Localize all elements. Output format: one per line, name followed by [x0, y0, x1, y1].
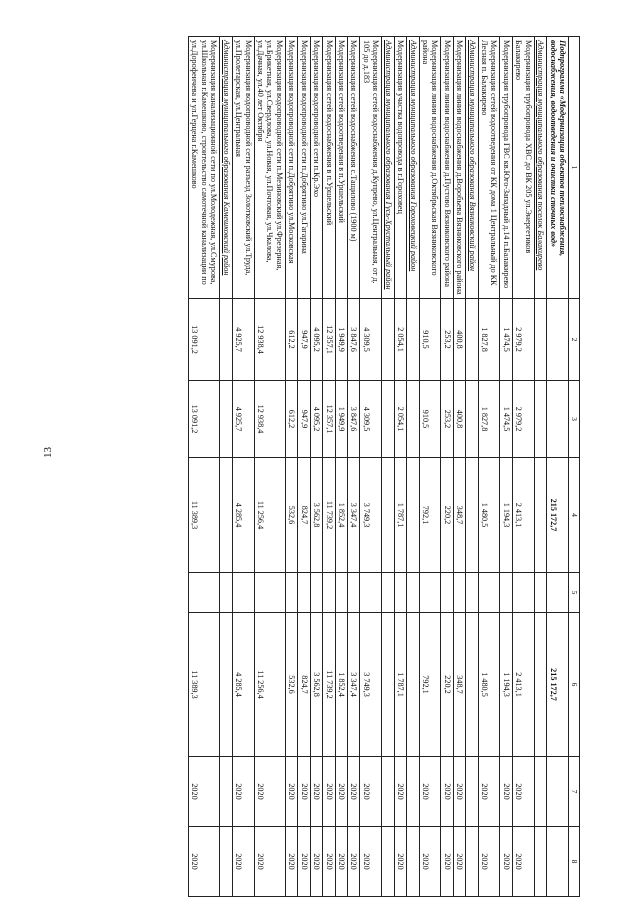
cell-c8: [547, 827, 569, 897]
row-name: Модернизация канализационной сети по ул.Молодежная, ул.Смурова, ул.Школьная г.Камешково, строительство самотечной канализации по ул.Дорофеичева и ул.Герцена г.Камешково: [189, 37, 220, 299]
column-number: 1: [569, 37, 580, 299]
cell-c8: 2020: [512, 827, 534, 897]
table-row: [347, 37, 359, 897]
cell-c3: [547, 381, 569, 458]
cell-c4: [407, 458, 419, 573]
cell-c3: 2 054,1: [394, 381, 406, 458]
cell-c7: [407, 757, 419, 827]
cell-c6: 348,7: [453, 613, 465, 757]
cell-c5: [220, 573, 232, 613]
cell-c7: 2020: [335, 757, 347, 827]
table-row: [453, 37, 465, 897]
cell-c2: 2 054,1: [394, 299, 406, 381]
page-number: 13: [42, 447, 54, 458]
cell-c4: 348,7: [453, 458, 465, 573]
cell-c8: 2020: [453, 827, 465, 897]
table-row: [441, 37, 453, 897]
cell-c2: 612,2: [285, 299, 297, 381]
cell-c5: [394, 573, 406, 613]
cell-c7: 2020: [254, 757, 285, 827]
cell-c4: 215 172,7: [547, 458, 569, 573]
table-row: [298, 37, 310, 897]
cell-c4: 824,7: [298, 458, 310, 573]
cell-c8: 2020: [360, 827, 382, 897]
table-row: [419, 37, 441, 897]
cell-c3: 1 474,5: [500, 381, 512, 458]
cell-c4: 1 852,4: [335, 458, 347, 573]
cell-c6: 215 172,7: [547, 613, 569, 757]
cell-c7: 2020: [189, 757, 220, 827]
cell-c2: 4 309,5: [360, 299, 382, 381]
cell-c2: 4 095,2: [310, 299, 322, 381]
cell-c7: 2020: [232, 757, 254, 827]
table-row: [232, 37, 254, 897]
cell-c4: 11 389,3: [189, 458, 220, 573]
cell-c3: 612,2: [285, 381, 297, 458]
cell-c4: [466, 458, 478, 573]
cell-c7: [220, 757, 232, 827]
row-name: Модернизация сетей водоснабжения д.Купрево, ул.Центральная, от д. 105 до д.183: [360, 37, 382, 299]
table-row: [512, 37, 534, 897]
row-name: Модернизация линии водоснабжения д.Пустово Вязниковского района: [441, 37, 453, 299]
section-row: [466, 37, 478, 897]
cell-c4: [220, 458, 232, 573]
cell-c2: 4 925,7: [232, 299, 254, 381]
rotated-table-wrapper: [68, 36, 580, 896]
cell-c8: 2020: [232, 827, 254, 897]
column-number: 7: [569, 757, 580, 827]
cell-c5: [335, 573, 347, 613]
cell-c2: 3 847,6: [347, 299, 359, 381]
table-row: [310, 37, 322, 897]
cell-c4: [534, 458, 546, 573]
cell-c8: 2020: [285, 827, 297, 897]
table-row: [285, 37, 297, 897]
cell-c3: 1 949,9: [335, 381, 347, 458]
row-name: Модернизация участка водопровода в г.Гороховец: [394, 37, 406, 299]
row-name: Модернизация водопроводной сети разъезд Золотковский ул.Труда, ул.Пролетарская, ул.Центральная: [232, 37, 254, 299]
row-name: Модернизация водопроводной сети п.Мезиновский ул.Фрезерная, ул.Брикетная, ул.Свердлова, ул.Новая, ул.Почтовая, ул.Чкалова, ул.Дачная, ул.40 лет Октября: [254, 37, 285, 299]
cell-c5: [347, 573, 359, 613]
column-number: 2: [569, 299, 580, 381]
cell-c2: 400,8: [453, 299, 465, 381]
cell-c6: 1 194,3: [500, 613, 512, 757]
section-row: [220, 37, 232, 897]
cell-c7: [382, 757, 394, 827]
cell-c6: [466, 613, 478, 757]
row-name: Модернизация трубопровода ГВС кв.Юго-Западный д.14 п.Балакирево: [500, 37, 512, 299]
section-row: [382, 37, 394, 897]
cell-c3: 12 357,1: [323, 381, 335, 458]
row-name: Модернизация сетей водоснабжения с.Тащилово (1900 м): [347, 37, 359, 299]
cell-c3: [382, 381, 394, 458]
cell-c2: 12 357,1: [323, 299, 335, 381]
cell-c8: 2020: [500, 827, 512, 897]
cell-c4: 220,2: [441, 458, 453, 573]
cell-c2: [407, 299, 419, 381]
cell-c6: 1 480,5: [478, 613, 500, 757]
row-name: Модернизация водопроводной сети п.Кр.Эхо: [310, 37, 322, 299]
cell-c2: 2 979,2: [512, 299, 534, 381]
cell-c7: 2020: [323, 757, 335, 827]
cell-c6: 3 749,3: [360, 613, 382, 757]
cell-c4: 11 739,2: [323, 458, 335, 573]
cell-c7: 2020: [347, 757, 359, 827]
cell-c5: [382, 573, 394, 613]
cell-c5: [360, 573, 382, 613]
row-name: Администрация муниципального образования Гусь-Хрустальный район: [382, 37, 394, 299]
cell-c3: 2 979,2: [512, 381, 534, 458]
cell-c8: 2020: [478, 827, 500, 897]
cell-c5: [453, 573, 465, 613]
cell-c5: [547, 573, 569, 613]
cell-c4: 792,1: [419, 458, 441, 573]
cell-c5: [407, 573, 419, 613]
cell-c4: 532,6: [285, 458, 297, 573]
cell-c5: [298, 573, 310, 613]
row-name: Модернизация сетей водоотведения в п.Уршельский: [335, 37, 347, 299]
row-name: Модернизация сетей водоснабжения в п.Уршельский: [323, 37, 335, 299]
cell-c3: [407, 381, 419, 458]
cell-c2: [220, 299, 232, 381]
cell-c7: 2020: [360, 757, 382, 827]
table-row: [189, 37, 220, 897]
cell-c2: 253,2: [441, 299, 453, 381]
cell-c5: [466, 573, 478, 613]
cell-c5: [189, 573, 220, 613]
cell-c8: [407, 827, 419, 897]
cell-c6: 792,1: [419, 613, 441, 757]
cell-c7: 2020: [394, 757, 406, 827]
cell-c2: [547, 299, 569, 381]
cell-c4: 4 285,4: [232, 458, 254, 573]
row-name: Модернизация водопроводной сети п.Добрятино ул.Гагарина: [298, 37, 310, 299]
cell-c5: [254, 573, 285, 613]
cell-c2: 1 474,5: [500, 299, 512, 381]
cell-c7: 2020: [310, 757, 322, 827]
cell-c8: 2020: [335, 827, 347, 897]
cell-c6: 1 787,1: [394, 613, 406, 757]
cell-c3: 910,5: [419, 381, 441, 458]
cell-c7: [466, 757, 478, 827]
row-name: Подпрограмма «Модернизация объектов теплоснабжения, водоснабжения, водоотведения и очистки сточных вод»: [547, 37, 569, 299]
cell-c3: [466, 381, 478, 458]
row-name: Модернизация водопроводной сети п.Добрятино ул.Московская: [285, 37, 297, 299]
cell-c6: 824,7: [298, 613, 310, 757]
row-name: Модернизация трубопровода ХВС до ВК 205 ул.Энергетиков Балакирево: [512, 37, 534, 299]
cell-c2: 13 091,2: [189, 299, 220, 381]
cell-c6: 11 389,3: [189, 613, 220, 757]
table-row: [335, 37, 347, 897]
cell-c6: 3 562,8: [310, 613, 322, 757]
cell-c4: 3 562,8: [310, 458, 322, 573]
cell-c6: [220, 613, 232, 757]
cell-c7: 2020: [500, 757, 512, 827]
cell-c3: 400,8: [453, 381, 465, 458]
cell-c7: 2020: [285, 757, 297, 827]
row-name: Администрация муниципального образования Вязниковский район: [466, 37, 478, 299]
cell-c6: 2 413,1: [512, 613, 534, 757]
cell-c8: 2020: [254, 827, 285, 897]
cell-c8: 2020: [347, 827, 359, 897]
cell-c3: [220, 381, 232, 458]
cell-c2: 1 827,8: [478, 299, 500, 381]
column-number: 8: [569, 827, 580, 897]
table-row: [360, 37, 382, 897]
cell-c7: 2020: [512, 757, 534, 827]
section-row: [407, 37, 419, 897]
cell-c3: 4 925,7: [232, 381, 254, 458]
cell-c7: 2020: [478, 757, 500, 827]
cell-c6: 220,2: [441, 613, 453, 757]
row-name: Администрация муниципального образования поселок Балакирево: [534, 37, 546, 299]
table-row: [394, 37, 406, 897]
cell-c6: 532,6: [285, 613, 297, 757]
cell-c4: [382, 458, 394, 573]
cell-c5: [232, 573, 254, 613]
cell-c3: 3 847,6: [347, 381, 359, 458]
cell-c3: 13 091,2: [189, 381, 220, 458]
cell-c7: 2020: [453, 757, 465, 827]
table-row: [323, 37, 335, 897]
cell-c8: [220, 827, 232, 897]
cell-c8: [466, 827, 478, 897]
cell-c5: [478, 573, 500, 613]
cell-c2: [466, 299, 478, 381]
table-row: [500, 37, 512, 897]
cell-c6: 11 739,2: [323, 613, 335, 757]
cell-c2: [382, 299, 394, 381]
cell-c3: 4 095,2: [310, 381, 322, 458]
cell-c7: [534, 757, 546, 827]
column-number-row: [569, 37, 580, 897]
cell-c3: [534, 381, 546, 458]
cell-c4: 1 480,5: [478, 458, 500, 573]
row-name: Модернизация линии водоснабжения д.Воробьева Вязниковского района: [453, 37, 465, 299]
cell-c8: [534, 827, 546, 897]
cell-c6: [407, 613, 419, 757]
cell-c2: [534, 299, 546, 381]
cell-c6: 1 852,4: [335, 613, 347, 757]
row-name: Администрация муниципального образования Гороховецкий район: [407, 37, 419, 299]
cell-c4: 2 413,1: [512, 458, 534, 573]
cell-c3: 947,9: [298, 381, 310, 458]
cell-c8: 2020: [394, 827, 406, 897]
program-table: [188, 36, 580, 897]
cell-c8: 2020: [298, 827, 310, 897]
column-number: 5: [569, 573, 580, 613]
cell-c5: [310, 573, 322, 613]
cell-c2: 12 938,4: [254, 299, 285, 381]
column-number: 4: [569, 458, 580, 573]
cell-c4: 3 749,3: [360, 458, 382, 573]
column-number: 3: [569, 381, 580, 458]
cell-c3: 4 309,5: [360, 381, 382, 458]
cell-c8: [382, 827, 394, 897]
cell-c5: [441, 573, 453, 613]
cell-c4: 1 787,1: [394, 458, 406, 573]
cell-c7: 2020: [441, 757, 453, 827]
cell-c6: 3 347,4: [347, 613, 359, 757]
table-row: [478, 37, 500, 897]
cell-c5: [512, 573, 534, 613]
cell-c3: 253,2: [441, 381, 453, 458]
cell-c2: 910,5: [419, 299, 441, 381]
section-row: [534, 37, 546, 897]
cell-c8: 2020: [323, 827, 335, 897]
cell-c7: 2020: [419, 757, 441, 827]
cell-c3: 1 827,8: [478, 381, 500, 458]
cell-c5: [323, 573, 335, 613]
column-number: 6: [569, 613, 580, 757]
cell-c5: [285, 573, 297, 613]
cell-c7: [547, 757, 569, 827]
row-name: Администрация муниципального образования Камешковский район: [220, 37, 232, 299]
row-name: Модернизация линии водоснабжения д.Октябрьская Вязниковского района: [419, 37, 441, 299]
cell-c5: [500, 573, 512, 613]
cell-c4: 3 347,4: [347, 458, 359, 573]
cell-c2: 1 949,9: [335, 299, 347, 381]
cell-c4: 11 256,4: [254, 458, 285, 573]
cell-c8: 2020: [310, 827, 322, 897]
cell-c6: [534, 613, 546, 757]
cell-c5: [419, 573, 441, 613]
cell-c6: 4 285,4: [232, 613, 254, 757]
subprogram-row: [547, 37, 569, 897]
cell-c2: 947,9: [298, 299, 310, 381]
cell-c8: 2020: [419, 827, 441, 897]
cell-c4: 1 194,3: [500, 458, 512, 573]
cell-c6: 11 256,4: [254, 613, 285, 757]
cell-c8: 2020: [189, 827, 220, 897]
table-row: [254, 37, 285, 897]
cell-c8: 2020: [441, 827, 453, 897]
cell-c7: 2020: [298, 757, 310, 827]
cell-c5: [534, 573, 546, 613]
row-name: Модернизация сетей водоотведения от КК дома 1 Центральный до КК Лесная п. Балакирево: [478, 37, 500, 299]
cell-c3: 12 938,4: [254, 381, 285, 458]
cell-c6: [382, 613, 394, 757]
